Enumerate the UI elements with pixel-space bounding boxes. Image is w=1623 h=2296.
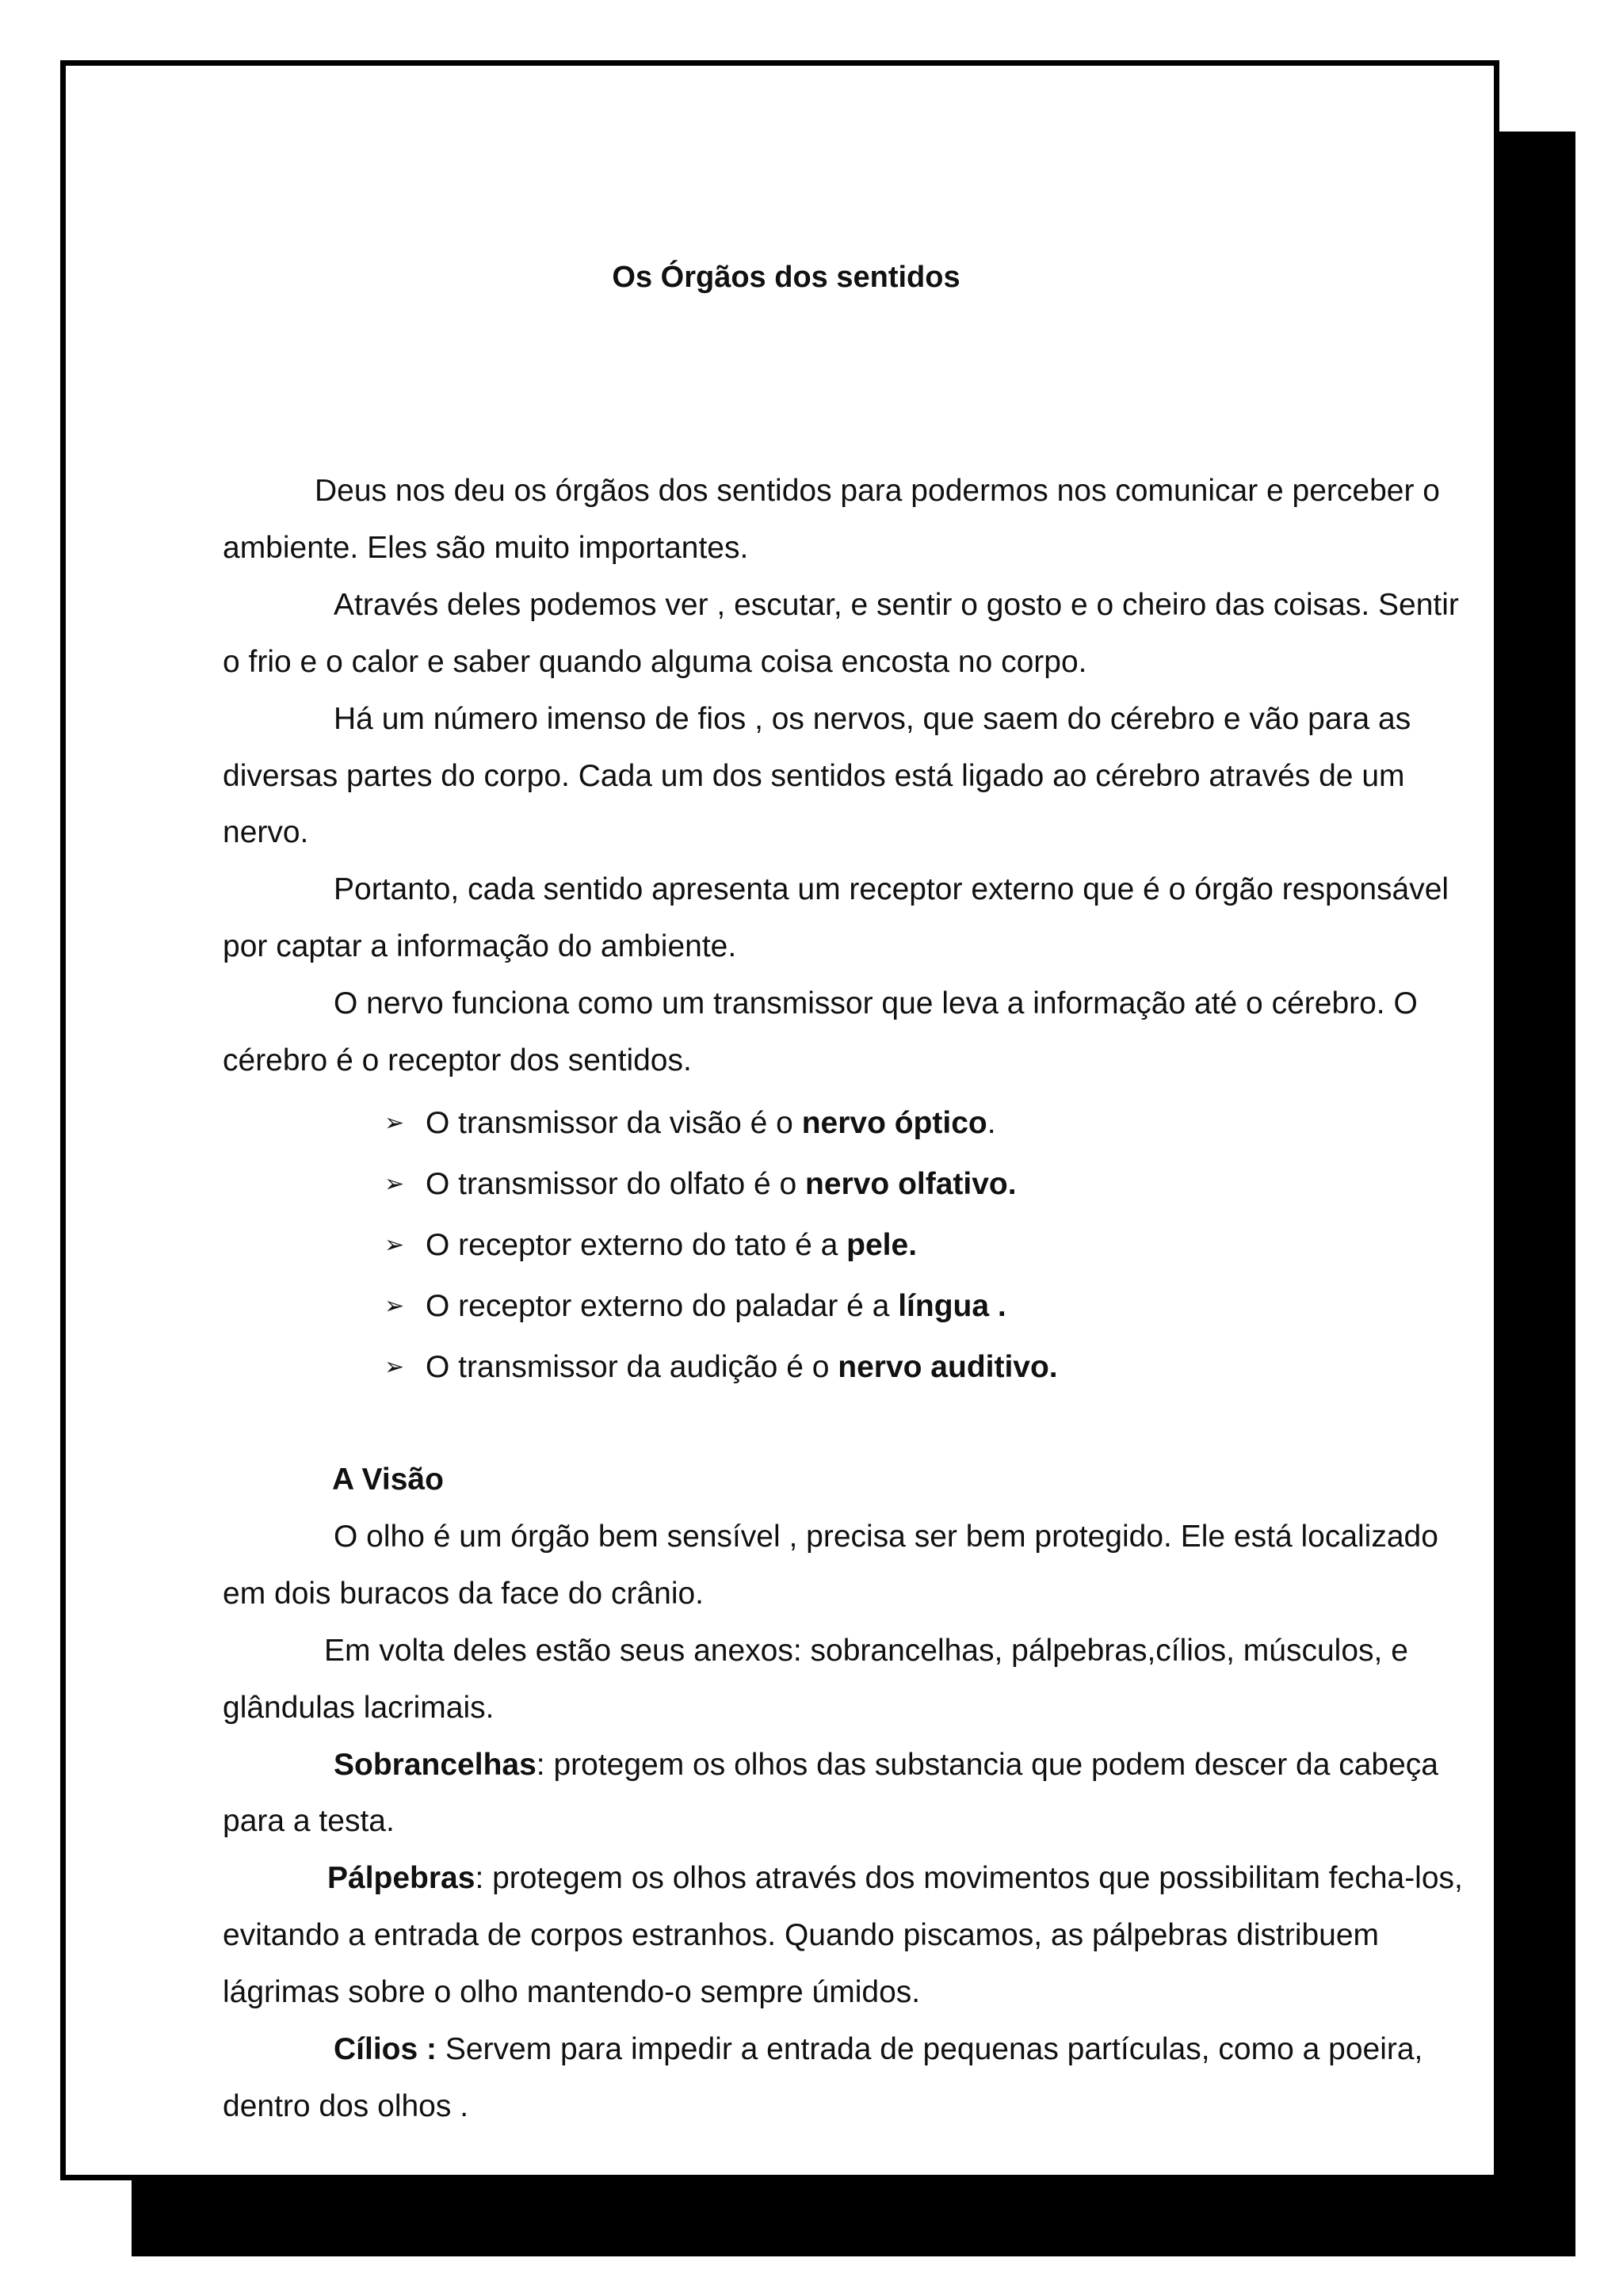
arrow-bullet-icon: ➢ bbox=[384, 1292, 405, 1319]
cilios-paragraph: Cílios : Servem para impedir a entrada de pequenas partículas, como a poeira, dentro dos olhos . bbox=[223, 2032, 1423, 2123]
intro-paragraph: Através deles podemos ver , escutar, e sentir o gosto e o cheiro das coisas. Sentir o frio e o calor e saber quando alguma coisa encosta no corpo. bbox=[223, 587, 1459, 679]
visao-paragraph: O olho é um órgão bem sensível , precisa ser bem protegido. Ele está localizado em dois buracos da face do crânio. bbox=[223, 1519, 1438, 1611]
list-item: ➢ O receptor externo do tato é a pele. bbox=[384, 1215, 1475, 1276]
arrow-bullet-icon: ➢ bbox=[384, 1170, 405, 1197]
arrow-bullet-icon: ➢ bbox=[384, 1109, 405, 1136]
arrow-bullet-icon: ➢ bbox=[384, 1231, 405, 1258]
document-body bbox=[223, 463, 1475, 2135]
document-title: Os Órgãos dos sentidos bbox=[612, 261, 960, 294]
visao-paragraph: Em volta deles estão seus anexos: sobrancelhas, pálpebras,cílios, músculos, e glândulas lacrimais. bbox=[223, 1633, 1408, 1725]
intro-paragraph: Há um número imenso de fios , os nervos, que saem do cérebro e vão para as diversas partes do corpo. Cada um dos sentidos está ligado ao cérebro através de um nervo. bbox=[223, 701, 1411, 850]
bullet-list bbox=[223, 1093, 1475, 1398]
list-item: ➢ O transmissor do olfato é o nervo olfativo. bbox=[384, 1154, 1475, 1215]
intro-paragraph: O nervo funciona como um transmissor que leva a informação até o cérebro. O cérebro é o receptor dos sentidos. bbox=[223, 986, 1418, 1078]
section-heading: A Visão bbox=[332, 1462, 444, 1497]
intro-paragraph: Deus nos deu os órgãos dos sentidos para podermos nos comunicar e perceber o ambiente. Eles são muito importantes. bbox=[223, 474, 1440, 565]
spacer bbox=[223, 1398, 1475, 1451]
list-item: ➢ O transmissor da audição é o nervo auditivo. bbox=[384, 1337, 1475, 1398]
term: Cílios : bbox=[334, 2032, 437, 2067]
palpebras-paragraph: Pálpebras: protegem os olhos através dos movimentos que possibilitam fecha-los, evitando a entrada de corpos estranhos. Quando piscamos, as pálpebras distribuem lágrimas sobre o olho mantendo-o sempre úmidos. bbox=[223, 1861, 1463, 2010]
document-page bbox=[60, 60, 1499, 2180]
sobrancelhas-paragraph: Sobrancelhas: protegem os olhos das substancia que podem descer da cabeça para a testa. bbox=[223, 1747, 1438, 1839]
intro-paragraph: Portanto, cada sentido apresenta um receptor externo que é o órgão responsável por captar a informação do ambiente. bbox=[223, 872, 1449, 964]
list-item: ➢ O transmissor da visão é o nervo óptico. bbox=[384, 1093, 1475, 1154]
term: Sobrancelhas bbox=[334, 1747, 537, 1782]
arrow-bullet-icon: ➢ bbox=[384, 1353, 405, 1380]
list-item: ➢ O receptor externo do paladar é a língua . bbox=[384, 1276, 1475, 1337]
term: Pálpebras bbox=[327, 1861, 475, 1896]
